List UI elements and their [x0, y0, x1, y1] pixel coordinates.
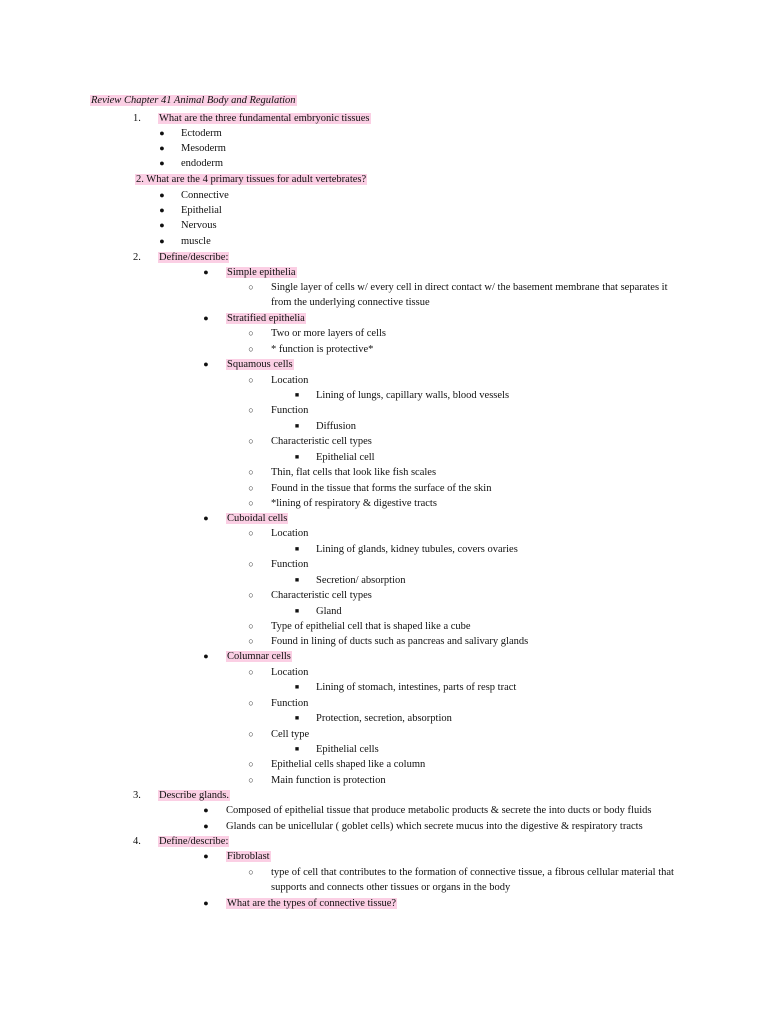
list-item-text: Columnar cells: [227, 651, 291, 662]
list-item-text: What are the types of connective tissue?: [227, 898, 397, 909]
list-item-text: Fibroblast: [227, 851, 270, 862]
list-item: [271, 281, 668, 294]
list-item: [226, 820, 643, 833]
list-item: [181, 189, 229, 202]
list-item: [271, 497, 437, 510]
list-item-text: Location: [271, 528, 309, 539]
list-item: [226, 312, 306, 325]
list-item: [271, 866, 674, 879]
list-item: [158, 251, 229, 264]
bullet-icon: ●: [203, 313, 209, 323]
list-item-text: Define/describe:: [159, 836, 229, 847]
list-item: [226, 897, 397, 910]
list-item-text: Location: [271, 667, 309, 678]
list-item-text: Composed of epithelial tissue that produce metabolic products & secrete the into ducts or body fluids: [226, 805, 652, 816]
list-item: [316, 420, 356, 433]
circle-bullet-icon: ○: [248, 590, 254, 600]
bullet-icon: ●: [159, 205, 165, 215]
bullet-icon: ●: [203, 513, 209, 523]
circle-bullet-icon: ○: [248, 559, 254, 569]
list-item: [316, 712, 452, 725]
list-item-text: Epithelial cells: [316, 744, 379, 755]
list-item-text: Secretion/ absorption: [316, 575, 406, 586]
list-item-text: Ectoderm: [181, 128, 222, 139]
list-item: [226, 850, 271, 863]
list-item-text: from the underlying connective tissue: [271, 297, 430, 308]
page-title-text: Review Chapter 41 Animal Body and Regulation: [91, 95, 296, 106]
list-item-text: Main function is protection: [271, 775, 386, 786]
list-item: [316, 681, 516, 694]
square-bullet-icon: ■: [294, 714, 300, 722]
list-item-text: * function is protective*: [271, 344, 374, 355]
list-item: [316, 574, 406, 587]
list-item: [271, 697, 308, 710]
circle-bullet-icon: ○: [248, 759, 254, 769]
list-item: [271, 435, 372, 448]
list-item: [271, 666, 308, 679]
list-item-text: Epithelial: [181, 205, 222, 216]
list-item: [271, 404, 308, 417]
square-bullet-icon: ■: [294, 607, 300, 615]
list-item-text: Epithelial cell: [316, 452, 375, 463]
list-item: [271, 758, 425, 771]
page-title: [90, 94, 297, 107]
list-item: [181, 219, 217, 232]
bullet-icon: ●: [203, 267, 209, 277]
list-item-text: Characteristic cell types: [271, 590, 372, 601]
bullet-icon: ●: [159, 158, 165, 168]
list-item-text: Describe glands.: [159, 790, 229, 801]
circle-bullet-icon: ○: [248, 467, 254, 477]
bullet-icon: ●: [159, 128, 165, 138]
square-bullet-icon: ■: [294, 453, 300, 461]
list-item-text: What are the three fundamental embryonic tissues: [159, 113, 370, 124]
list-item: [271, 728, 309, 741]
bullet-icon: ●: [203, 821, 209, 831]
list-item: [271, 343, 373, 356]
list-item: [226, 804, 651, 817]
list-item-text: Nervous: [181, 220, 217, 231]
list-item: [158, 112, 371, 125]
list-item: [316, 605, 342, 618]
list-item: [226, 266, 297, 279]
list-item-text: Function: [271, 698, 309, 709]
list-item: [271, 527, 308, 540]
list-item-text: Stratified epithelia: [227, 313, 305, 324]
list-item-text: type of cell that contributes to the formation of connective tissue, a fibrous cellular material that: [271, 867, 674, 878]
circle-bullet-icon: ○: [248, 344, 254, 354]
circle-bullet-icon: ○: [248, 729, 254, 739]
circle-bullet-icon: ○: [248, 636, 254, 646]
list-item-text: Protection, secretion, absorption: [316, 713, 452, 724]
list-item-text: Thin, flat cells that look like fish scales: [271, 467, 437, 478]
list-item-text: supports and connects other tissues or organs in the body: [271, 882, 511, 893]
list-item-text: Cuboidal cells: [227, 513, 288, 524]
list-item: [271, 635, 528, 648]
circle-bullet-icon: ○: [248, 282, 254, 292]
circle-bullet-icon: ○: [248, 483, 254, 493]
list-item-text: 2. What are the 4 primary tissues for adult vertebrates?: [136, 174, 367, 185]
list-item-text: Simple epithelia: [227, 267, 296, 278]
list-item-text: Define/describe:: [159, 252, 229, 263]
bullet-icon: ●: [203, 898, 209, 908]
list-item: [181, 157, 223, 170]
list-item: [181, 204, 222, 217]
circle-bullet-icon: ○: [248, 775, 254, 785]
list-item-text: Gland: [316, 606, 342, 617]
list-item: [226, 650, 292, 663]
list-item-text: Epithelial cells shaped like a column: [271, 759, 426, 770]
list-item-text: Type of epithelial cell that is shaped like a cube: [271, 621, 471, 632]
circle-bullet-icon: ○: [248, 405, 254, 415]
list-item-text: *lining of respiratory & digestive tracts: [271, 498, 437, 509]
circle-bullet-icon: ○: [248, 528, 254, 538]
square-bullet-icon: ■: [294, 422, 300, 430]
list-item-text: muscle: [181, 236, 211, 247]
square-bullet-icon: ■: [294, 683, 300, 691]
circle-bullet-icon: ○: [248, 621, 254, 631]
list-item: [316, 389, 509, 402]
bullet-icon: ●: [159, 190, 165, 200]
list-number: 1.: [133, 113, 141, 124]
list-item-text: Cell type: [271, 729, 310, 740]
list-item: [271, 589, 372, 602]
list-item-text: Lining of lungs, capillary walls, blood vessels: [316, 390, 510, 401]
square-bullet-icon: ■: [294, 576, 300, 584]
list-item: [316, 543, 518, 556]
circle-bullet-icon: ○: [248, 436, 254, 446]
square-bullet-icon: ■: [294, 545, 300, 553]
list-item-text: endoderm: [181, 158, 223, 169]
bullet-icon: ●: [159, 236, 165, 246]
list-item: [181, 142, 226, 155]
list-item-text: Function: [271, 405, 309, 416]
list-item: [316, 451, 375, 464]
list-item: [271, 466, 436, 479]
list-item: [271, 482, 491, 495]
list-item: [271, 296, 430, 309]
list-item: [271, 881, 510, 894]
list-item-text: Lining of stomach, intestines, parts of resp tract: [316, 682, 517, 693]
list-item-text: Two or more layers of cells: [271, 328, 387, 339]
circle-bullet-icon: ○: [248, 867, 254, 877]
list-item: [158, 835, 229, 848]
bullet-icon: ●: [203, 851, 209, 861]
list-item: [271, 774, 386, 787]
list-item-text: Squamous cells: [227, 359, 293, 370]
list-item: [271, 558, 308, 571]
list-item-text: Lining of glands, kidney tubules, covers ovaries: [316, 544, 518, 555]
list-number: 4.: [133, 836, 141, 847]
circle-bullet-icon: ○: [248, 498, 254, 508]
square-bullet-icon: ■: [294, 745, 300, 753]
list-item: [271, 374, 308, 387]
list-item-text: Connective: [181, 190, 229, 201]
list-item-text: Function: [271, 559, 309, 570]
list-item: [226, 512, 288, 525]
list-item-text: Diffusion: [316, 421, 357, 432]
bullet-icon: ●: [203, 359, 209, 369]
bullet-icon: ●: [159, 220, 165, 230]
list-item-text: Found in the tissue that forms the surface of the skin: [271, 483, 492, 494]
list-item: [158, 789, 230, 802]
list-number: 2.: [133, 252, 141, 263]
list-item: [316, 743, 379, 756]
list-item: [135, 173, 367, 186]
list-number: 3.: [133, 790, 141, 801]
circle-bullet-icon: ○: [248, 328, 254, 338]
list-item: [271, 620, 471, 633]
bullet-icon: ●: [203, 805, 209, 815]
list-item: [226, 358, 294, 371]
circle-bullet-icon: ○: [248, 698, 254, 708]
list-item: [271, 327, 386, 340]
bullet-icon: ●: [159, 143, 165, 153]
square-bullet-icon: ■: [294, 391, 300, 399]
list-item-text: Location: [271, 375, 309, 386]
list-item: [181, 127, 222, 140]
list-item: [181, 235, 211, 248]
list-item-text: Characteristic cell types: [271, 436, 372, 447]
list-item-text: Single layer of cells w/ every cell in direct contact w/ the basement membrane that separates it: [271, 282, 668, 293]
list-item-text: Glands can be unicellular ( goblet cells) which secrete mucus into the digestive & respiratory tracts: [226, 821, 643, 832]
list-item-text: Found in lining of ducts such as pancreas and salivary glands: [271, 636, 529, 647]
list-item-text: Mesoderm: [181, 143, 226, 154]
bullet-icon: ●: [203, 651, 209, 661]
circle-bullet-icon: ○: [248, 375, 254, 385]
circle-bullet-icon: ○: [248, 667, 254, 677]
